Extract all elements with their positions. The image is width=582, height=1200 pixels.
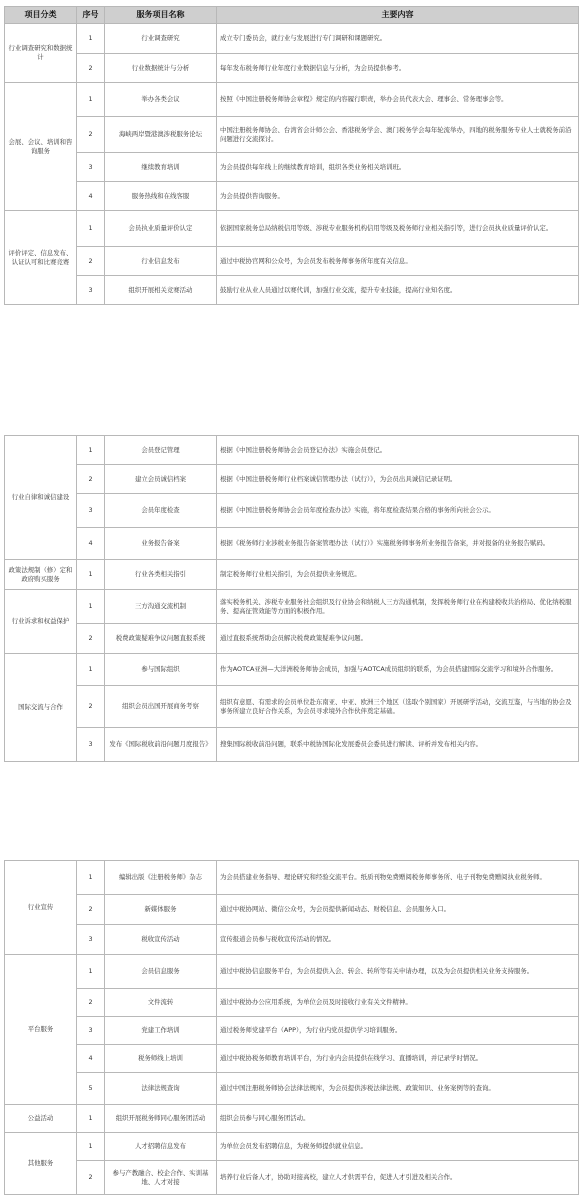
row-number: 1 [77,83,105,117]
category-cell: 行业诉求和权益保护 [5,590,77,654]
table-row [5,182,579,211]
service-name: 编辑出版《注册税务师》杂志 [105,861,217,895]
service-content: 搜集国际税收前沿问题，联系中税协国际化发展委员会委员进行解读、评析并发布相关内容。 [217,728,579,762]
header-service-name: 服务项目名称 [105,7,217,24]
row-number: 1 [77,436,105,465]
service-name: 会员登记管理 [105,436,217,465]
service-name: 文件流转 [105,989,217,1017]
service-content: 为单位会员发布招聘信息，为税务师提供就业信息。 [217,1133,579,1161]
service-name: 业务报告备案 [105,528,217,560]
service-content: 制定税务师行业相关指引，为会员提供业务规范。 [217,560,579,590]
service-name: 行业数据统计与分析 [105,54,217,83]
table-row [5,83,579,117]
row-number: 1 [77,1133,105,1161]
row-number: 2 [77,895,105,925]
row-number: 4 [77,1045,105,1073]
service-name: 法律法规查询 [105,1073,217,1105]
table-row [5,153,579,182]
service-name: 继续教育培训 [105,153,217,182]
category-cell: 其他服务 [5,1133,77,1195]
service-content: 通过中国注册税务师协会法律法规库，为会员提供涉税法律法规、政策知识、业务案例等的查询。 [217,1073,579,1105]
service-content: 按照《中国注册税务师协会章程》规定的内容履行职责，举办会员代表大会、理事会、常务理事会等。 [217,83,579,117]
row-number: 2 [77,247,105,276]
service-content: 通过中税协办公应用系统，为单位会员及时接收行业有关文件精神。 [217,989,579,1017]
service-content: 作为AOTCA亚洲—大洋洲税务师协会成员，加强与AOTCA成员组织的联系，为会员搭建国际交流学习和境外合作服务。 [217,654,579,686]
table-row [5,686,579,728]
row-number: 3 [77,1017,105,1045]
service-content: 落实税务机关、涉税专业服务社会组织及行业协会和纳税人三方沟通机制，发挥税务师行业在构建税收共治格局、优化纳税服务、提高征管效能等方面的积极作用。 [217,590,579,624]
service-name: 服务热线和在线客服 [105,182,217,211]
table-row [5,436,579,465]
service-content: 通过中税协官网和公众号，为会员发布税务师事务所年度有关信息。 [217,247,579,276]
table-row [5,624,579,654]
service-content: 为会员提供咨询服务。 [217,182,579,211]
row-number: 1 [77,24,105,54]
row-number: 1 [77,861,105,895]
service-name: 会员年度检查 [105,494,217,528]
row-number: 1 [77,1105,105,1133]
service-name: 税务师线上培训 [105,1045,217,1073]
table-row [5,1045,579,1073]
service-name: 参与国际组织 [105,654,217,686]
service-content: 根据《税务师行业涉税业务报告备案管理办法（试行）》实施税务师事务所业务报告备案，并对报备的业务报告赋码。 [217,528,579,560]
header-number: 序号 [77,7,105,24]
category-cell: 政策法规制（修）定和政府购买服务 [5,560,77,590]
service-content: 每年发布税务师行业年度行业数据信息与分析，为会员提供参考。 [217,54,579,83]
service-content: 组织有意愿、有需求的会员单位赴东南亚、中亚、欧洲三个地区（选取个别国家）开展研学活动，交流互鉴，与当地的协会及事务所建立良好合作关系，为会员寻求境外合作伙伴奠定基础。 [217,686,579,728]
table-row [5,925,579,955]
service-content: 鼓励行业从业人员通过以赛代训，加强行业交流，提升专业技能，提高行业知名度。 [217,276,579,305]
service-name: 人才招聘信息发布 [105,1133,217,1161]
service-content: 通过中税协信息服务平台，为会员提供入会、转会、转所等有关申请办理，以及为会员提供相关业务支持服务。 [217,955,579,989]
service-content: 宣传报道会员参与税收宣传活动的情况。 [217,925,579,955]
service-content: 为会员提供每年线上的继续教育培训，组织各类业务相关培训班。 [217,153,579,182]
row-number: 2 [77,117,105,153]
row-number: 3 [77,276,105,305]
row-number: 1 [77,654,105,686]
service-content: 通过直报系统帮助会员解决税费政策疑难争议问题。 [217,624,579,654]
row-number: 1 [77,955,105,989]
row-number: 3 [77,494,105,528]
table-row [5,590,579,624]
row-number: 2 [77,465,105,494]
service-name: 新媒体服务 [105,895,217,925]
service-content: 根据《中国注册税务师协会会员登记办法》实施会员登记。 [217,436,579,465]
category-cell: 会展、会议、培训和咨询服务 [5,83,77,211]
header-category: 项目分类 [5,7,77,24]
table-row [5,24,579,54]
service-name: 会员执业质量评价认定 [105,211,217,247]
service-content: 根据《中国注册税务师协会会员年度检查办法》实施，将年度检查结果合格的事务所向社会公示。 [217,494,579,528]
category-cell: 行业调查研究和数据统计 [5,24,77,83]
service-content: 成立专门委员会，就行业与发展进行专门调研和课题研究。 [217,24,579,54]
service-content: 培养行业后备人才，协助对接高校，建立人才供需平台，促进人才引进及相关合作。 [217,1161,579,1195]
service-name: 税费政策疑难争议问题直报系统 [105,624,217,654]
table-row [5,1161,579,1195]
service-name: 三方沟通交流机制 [105,590,217,624]
row-number: 5 [77,1073,105,1105]
table-row [5,955,579,989]
service-content: 中国注册税务师协会、台湾省会计师公会、香港税务学会、澳门税务学会每年轮流举办，四地的税务服务专业人士就税务前沿问题进行交流探讨。 [217,117,579,153]
service-table-3 [4,860,579,1195]
table-row [5,560,579,590]
row-number: 3 [77,925,105,955]
service-content: 为会员搭建业务指导、理论研究和经验交流平台。纸质刊物免费赠阅税务师事务所、电子刊物免费赠阅执业税务师。 [217,861,579,895]
category-cell: 平台服务 [5,955,77,1105]
service-name: 举办各类会议 [105,83,217,117]
table-row [5,247,579,276]
service-name: 行业信息发布 [105,247,217,276]
service-content: 通过中税协网站、微信公众号，为会员提供新闻动态、财税信息、会员服务入口。 [217,895,579,925]
service-name: 税收宣传活动 [105,925,217,955]
table-row [5,989,579,1017]
category-cell: 国际交流与合作 [5,654,77,762]
row-number: 4 [77,182,105,211]
row-number: 4 [77,528,105,560]
category-cell: 评价评定、信息发布、认证认可和比赛竞赛 [5,211,77,305]
service-name: 建立会员诚信档案 [105,465,217,494]
row-number: 2 [77,989,105,1017]
table-row [5,528,579,560]
table-row [5,1073,579,1105]
service-content: 通过中税协税务师教育培训平台，为行业内会员提供在线学习、直播培训，并记录学时情况。 [217,1045,579,1073]
table-header-row [5,7,579,24]
row-number: 3 [77,153,105,182]
service-content: 依据国家税务总局纳税信用等级、涉税专业服务机构信用等级及税务师行业相关指引等，进行会员执业质量评价认定。 [217,211,579,247]
header-main-content: 主要内容 [217,7,579,24]
service-name: 组织会员出国开展商务考察 [105,686,217,728]
service-name: 党建工作培训 [105,1017,217,1045]
row-number: 2 [77,624,105,654]
table-row [5,465,579,494]
category-cell: 行业自律和诚信建设 [5,436,77,560]
table-row [5,117,579,153]
service-name: 行业各类相关指引 [105,560,217,590]
table-row [5,861,579,895]
table-row [5,276,579,305]
row-number: 2 [77,1161,105,1195]
service-name: 组织开展相关竞赛活动 [105,276,217,305]
service-name: 海峡两岸暨港澳涉税服务论坛 [105,117,217,153]
table-row [5,728,579,762]
table-row [5,211,579,247]
row-number: 2 [77,54,105,83]
category-cell: 行业宣传 [5,861,77,955]
table-row [5,54,579,83]
table-row [5,1133,579,1161]
service-name: 发布《国际税收前沿问题月度报告》 [105,728,217,762]
row-number: 1 [77,211,105,247]
service-name: 行业调查研究 [105,24,217,54]
service-content: 通过税务师党建平台（APP），为行业内党员提供学习培训服务。 [217,1017,579,1045]
row-number: 1 [77,590,105,624]
service-name: 组织开展税务师同心服务团活动 [105,1105,217,1133]
table-row [5,654,579,686]
row-number: 3 [77,728,105,762]
category-cell: 公益活动 [5,1105,77,1133]
service-name: 会员信息服务 [105,955,217,989]
table-row [5,1105,579,1133]
service-table-2 [4,435,579,762]
table-row [5,895,579,925]
table-row [5,494,579,528]
service-content: 根据《中国注册税务师行业档案诚信管理办法（试行）》，为会员出具诚信记录证明。 [217,465,579,494]
service-table-1 [4,6,579,305]
table-row [5,1017,579,1045]
service-name: 参与产教融合、校企合作、实训基地、人才对接 [105,1161,217,1195]
row-number: 2 [77,686,105,728]
row-number: 1 [77,560,105,590]
service-content: 组织会员参与同心服务团活动。 [217,1105,579,1133]
